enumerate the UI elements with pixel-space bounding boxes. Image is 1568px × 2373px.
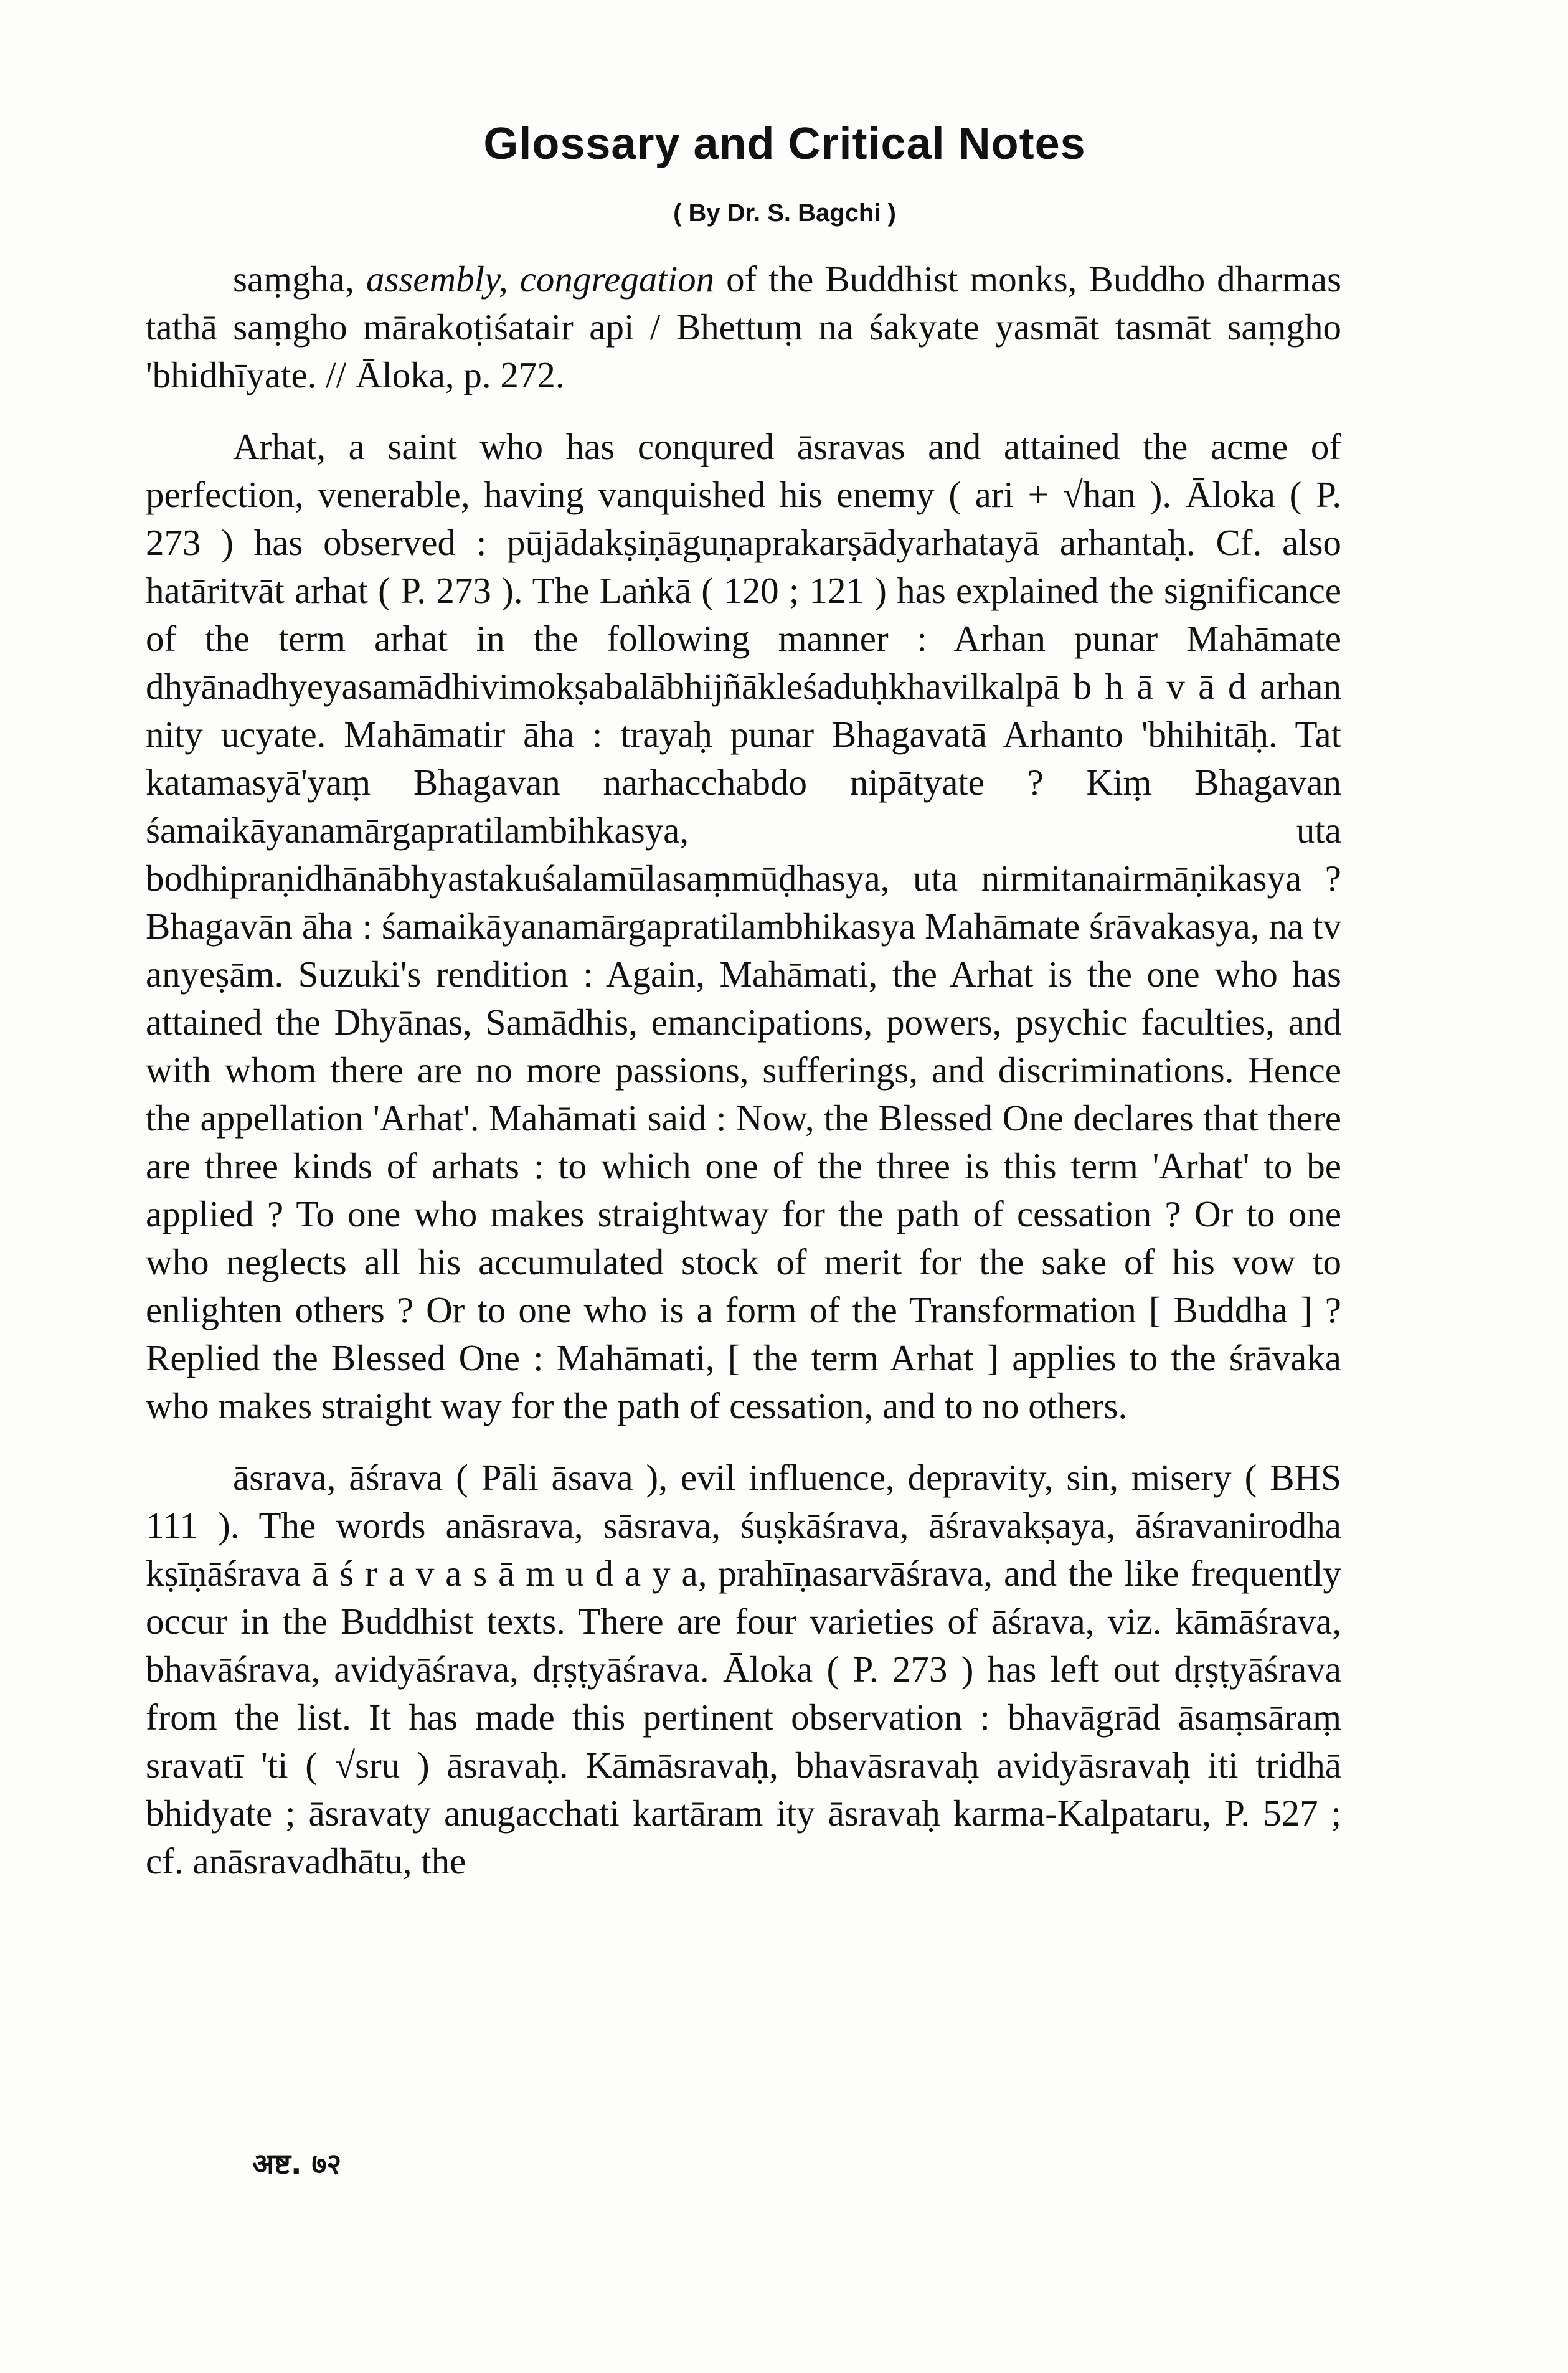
signature-mark: अष्ट. ७२ xyxy=(252,2147,342,2181)
entry-text: of the Buddhist monks, Buddho dharmas tathā saṃgho mārakoṭiśatair api / Bhettuṃ na śakyate yasmāt tasmāt saṃgho 'bhidhīyate. // Āloka, p. 272. xyxy=(146,258,1342,396)
entry-samgha xyxy=(146,255,1341,399)
entry-gloss: assembly, congregation xyxy=(366,258,715,300)
entry-asrava xyxy=(146,1454,1341,1885)
entry-term: āsrava, āśrava xyxy=(233,1457,443,1498)
entry-text: a saint who has conqured āsravas and attained the acme of perfection, venerable, having vanquished his enemy ( ari + √han ). Āloka ( P. 273 ) has observed : pūjādakṣiṇāguṇaprakarṣādyarhatayā arhantaḥ. Cf. also hatāritvāt arhat ( P. 273 ). The Laṅkā ( 120 ; 121 ) has explained the significance of the term arhat in the following manner : Arhan punar Mahāmate dhyānadhyeyasamādhivimokṣabalābhijñākleśaduḥkhavilkalpā b h ā v ā d arhan nity ucyate. Mahāmatir āha : trayaḥ punar Bhagavatā Arhanto 'bhihitāḥ. Tat katamasyā'yaṃ Bhagavan narhacchabdo nipātyate ? Kiṃ Bhagavan śamaikāyanamārgapratilambihkasya, uta bodhipraṇidhānābhyastakuśalamūlasaṃmūḍhasya, uta nirmitanairmāṇikasya ? Bhagavān āha : śamaikāyanamārgapratilambhikasya Mahāmate śrāvakasya, na tv anyeṣām. Suzuki's rendition : Again, Mahāmati, the Arhat is the one who has attained the Dhyānas, Samādhis, emancipations, powers, psychic faculties, and with whom there are no more passions, sufferings, and discriminations. Hence the appellation 'Arhat'. Mahāmati said : Now, the Blessed One declares that there are three kinds of arhats : to which one of the three is this term 'Arhat' to be applied ? To one who makes straightway for the path of cessation ? Or to one who neglects all his accumulated stock of merit for the sake of his vow to enlighten others ? Or to one who is a form of the Transformation [ Buddha ] ? Replied the Blessed One : Mahāmati, [ the term Arhat ] applies to the śrāvaka who makes straight way for the path of cessation, and to no others. xyxy=(146,426,1341,1426)
page-title: Glossary and Critical Notes xyxy=(483,119,1086,169)
entry-term: Arhat, xyxy=(233,426,326,467)
author-byline: ( By Dr. S. Bagchi ) xyxy=(673,199,896,227)
entry-arhat xyxy=(146,423,1341,1430)
glossary-body xyxy=(146,255,1341,1885)
entry-text: ( Pāli āsava ), evil influence, depravity, sin, misery ( BHS 111 ). The words anāsrava, sāsrava, śuṣkāśrava, āśravakṣaya, āśravanirodha kṣīṇāśrava ā ś r a v a s ā m u d a y a, prahīṇasarvāśrava, and the like frequently occur in the Buddhist texts. There are four varieties of āśrava, viz. kāmāśrava, bhavāśrava, avidyāśrava, dṛṣṭyāśrava. Āloka ( P. 273 ) has left out dṛṣṭyāśrava from the list. It has made this pertinent observation : bhavāgrād āsaṃsāraṃ sravatī 'ti ( √sru ) āsravaḥ. Kāmāsravaḥ, bhavāsravaḥ avidyāsravaḥ iti tridhā bhidyate ; āsravaty anugacchati kartāram ity āsravaḥ karma-Kalpataru, P. 527 ; cf. anāsravadhātu, the xyxy=(146,1457,1341,1882)
entry-term: saṃgha, xyxy=(233,258,354,300)
